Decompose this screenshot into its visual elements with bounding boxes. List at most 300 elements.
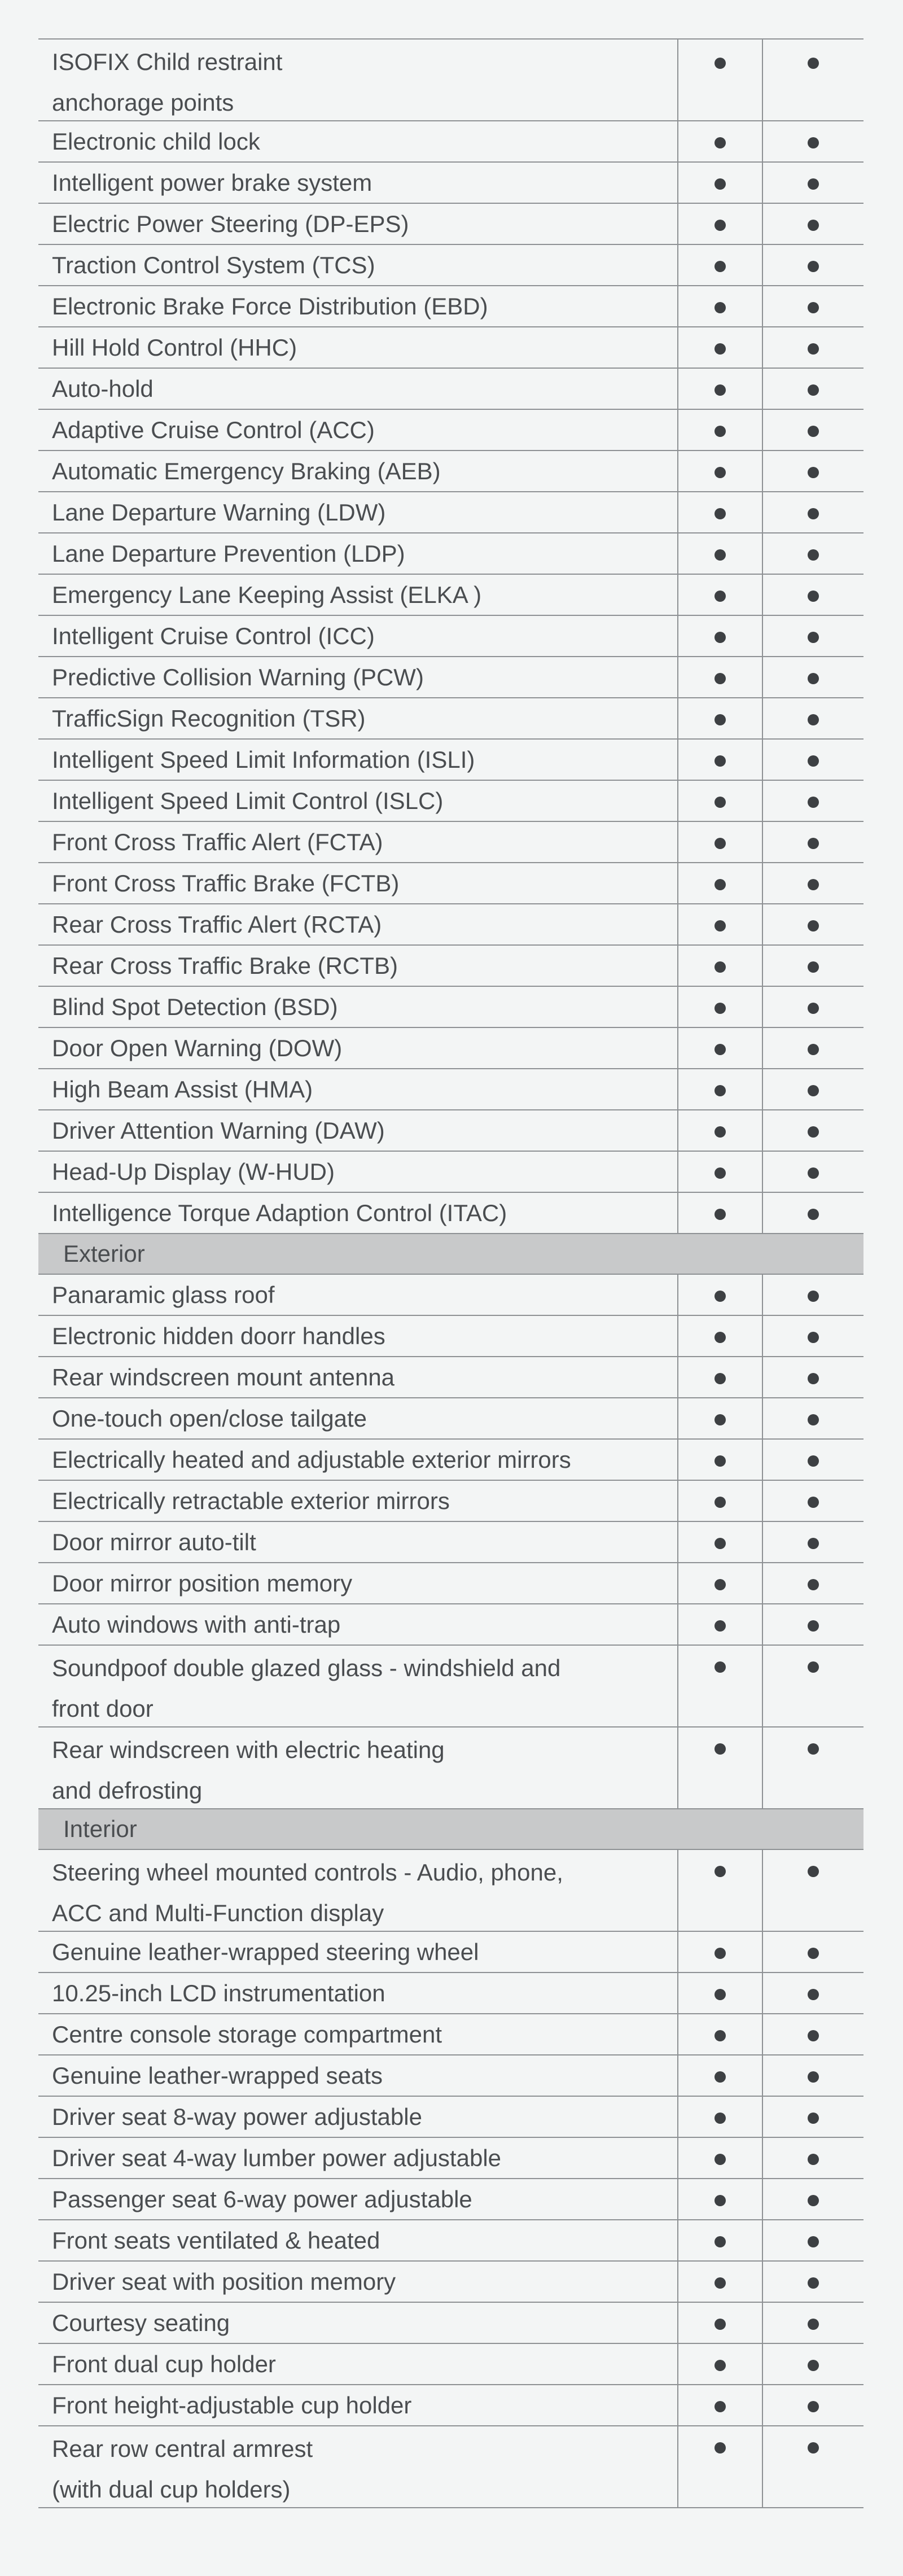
standard-dot-icon: [808, 549, 819, 561]
standard-dot-icon: [714, 2319, 726, 2330]
variant-2-cell: [762, 657, 863, 697]
variant-2-cell: [762, 492, 863, 532]
spec-row: [38, 492, 863, 533]
spec-label: Driver seat with position memory: [52, 2268, 396, 2295]
standard-dot-icon: [714, 1538, 726, 1549]
spec-label: Rear Cross Traffic Brake (RCTB): [52, 952, 398, 979]
standard-dot-icon: [808, 2277, 819, 2289]
section-header-exterior: [38, 1234, 863, 1275]
standard-dot-icon: [808, 220, 819, 231]
spec-label: Intelligent Speed Limit Information (ISLI): [52, 746, 475, 773]
standard-dot-icon: [808, 302, 819, 313]
variant-2-cell: [762, 2262, 863, 2302]
variant-1-cell: [677, 946, 762, 986]
spec-label: Intelligent Speed Limit Control (ISLC): [52, 788, 444, 814]
spec-label-line: ACC and Multi-Function display: [52, 1900, 384, 1926]
standard-dot-icon: [808, 1126, 819, 1138]
section-header-interior: [38, 1809, 863, 1850]
spec-label: Head-Up Display (W-HUD): [52, 1158, 335, 1185]
variant-1-cell: [677, 204, 762, 244]
variant-1-cell: [677, 1563, 762, 1603]
standard-dot-icon: [808, 343, 819, 355]
variant-2-cell: [762, 781, 863, 821]
variant-2-cell: [762, 327, 863, 368]
standard-dot-icon: [808, 673, 819, 684]
variant-2-cell: [762, 1522, 863, 1562]
spec-label-line: Rear windscreen with electric heating: [52, 1737, 445, 1763]
standard-dot-icon: [714, 2154, 726, 2165]
variant-2-cell: [762, 369, 863, 409]
standard-dot-icon: [714, 2236, 726, 2247]
standard-dot-icon: [714, 1332, 726, 1343]
spec-label: Emergency Lane Keeping Assist (ELKA ): [52, 581, 482, 608]
standard-dot-icon: [714, 632, 726, 643]
standard-dot-icon: [714, 1126, 726, 1138]
standard-dot-icon: [808, 2071, 819, 2083]
spec-label: Adaptive Cruise Control (ACC): [52, 417, 375, 443]
spec-label: Intelligent power brake system: [52, 169, 372, 196]
standard-dot-icon: [808, 508, 819, 519]
spec-row: [38, 2014, 863, 2055]
spec-label: Genuine leather-wrapped steering wheel: [52, 1939, 479, 1965]
variant-1-cell: [677, 1028, 762, 1068]
spec-row: [38, 616, 863, 657]
standard-dot-icon: [714, 343, 726, 355]
standard-dot-icon: [714, 1044, 726, 1055]
standard-dot-icon: [808, 714, 819, 725]
variant-1-cell: [677, 2179, 762, 2219]
variant-1-cell: [677, 2220, 762, 2260]
variant-1-cell: [677, 410, 762, 450]
standard-dot-icon: [808, 1497, 819, 1508]
spec-label-line: Steering wheel mounted controls - Audio, phone,: [52, 1859, 563, 1886]
variant-2-cell: [762, 863, 863, 903]
spec-row: [38, 1193, 863, 1234]
spec-row: [38, 1152, 863, 1193]
spec-row: [38, 533, 863, 575]
standard-dot-icon: [808, 58, 819, 69]
spec-row: [38, 987, 863, 1028]
section-title: Interior: [63, 1816, 137, 1842]
variant-1-cell: [677, 1727, 762, 1808]
standard-dot-icon: [714, 961, 726, 973]
standard-dot-icon: [808, 1209, 819, 1220]
variant-1-cell: [677, 327, 762, 368]
spec-row: [38, 1727, 863, 1809]
standard-dot-icon: [808, 1866, 819, 1877]
spec-label: 10.25-inch LCD instrumentation: [52, 1980, 385, 2006]
standard-dot-icon: [808, 1085, 819, 1096]
standard-dot-icon: [714, 1497, 726, 1508]
spec-row: [38, 1973, 863, 2014]
variant-1-cell: [677, 1646, 762, 1726]
variant-2-cell: [762, 698, 863, 738]
variant-1-cell: [677, 822, 762, 862]
variant-2-cell: [762, 1727, 863, 1808]
spec-table: [38, 38, 863, 2508]
standard-dot-icon: [714, 1414, 726, 1425]
spec-row: [38, 2179, 863, 2220]
variant-1-cell: [677, 2426, 762, 2507]
standard-dot-icon: [808, 2360, 819, 2371]
standard-dot-icon: [714, 1003, 726, 1014]
variant-1-cell: [677, 1316, 762, 1356]
variant-2-cell: [762, 2303, 863, 2343]
variant-1-cell: [677, 2014, 762, 2054]
spec-row: [38, 1357, 863, 1398]
spec-label: Front Cross Traffic Alert (FCTA): [52, 829, 383, 855]
standard-dot-icon: [714, 2030, 726, 2041]
spec-row: [38, 1028, 863, 1069]
spec-label: Door mirror position memory: [52, 1570, 353, 1597]
standard-dot-icon: [714, 1948, 726, 1959]
spec-label: Front Cross Traffic Brake (FCTB): [52, 870, 400, 896]
variant-2-cell: [762, 946, 863, 986]
spec-label-line: anchorage points: [52, 89, 234, 116]
spec-row: [38, 575, 863, 616]
standard-dot-icon: [714, 1373, 726, 1384]
variant-1-cell: [677, 2303, 762, 2343]
standard-dot-icon: [714, 426, 726, 437]
variant-2-cell: [762, 1357, 863, 1397]
variant-2-cell: [762, 2097, 863, 2137]
standard-dot-icon: [808, 261, 819, 272]
standard-dot-icon: [808, 1538, 819, 1549]
spec-label-line: (with dual cup holders): [52, 2476, 291, 2503]
standard-dot-icon: [808, 178, 819, 190]
variant-1-cell: [677, 1604, 762, 1645]
spec-row: [38, 946, 863, 987]
standard-dot-icon: [808, 755, 819, 767]
variant-1-cell: [677, 1193, 762, 1233]
variant-2-cell: [762, 616, 863, 656]
standard-dot-icon: [714, 2277, 726, 2289]
variant-1-cell: [677, 657, 762, 697]
spec-row: [38, 1316, 863, 1357]
spec-row: [38, 2303, 863, 2344]
spec-row: [38, 1563, 863, 1604]
spec-row: [38, 781, 863, 822]
section-title: Exterior: [63, 1240, 145, 1267]
variant-1-cell: [677, 121, 762, 161]
standard-dot-icon: [808, 2236, 819, 2247]
variant-1-cell: [677, 698, 762, 738]
standard-dot-icon: [808, 2401, 819, 2412]
standard-dot-icon: [714, 549, 726, 561]
variant-2-cell: [762, 987, 863, 1027]
spec-label: Auto-hold: [52, 375, 154, 402]
spec-label: Intelligence Torque Adaption Control (ITAC): [52, 1200, 507, 1226]
spec-row: [38, 1646, 863, 1727]
spec-row: [38, 698, 863, 740]
spec-row: [38, 121, 863, 163]
variant-2-cell: [762, 286, 863, 326]
spec-label: Front seats ventilated & heated: [52, 2227, 380, 2254]
variant-2-cell: [762, 1481, 863, 1521]
variant-1-cell: [677, 163, 762, 203]
standard-dot-icon: [714, 879, 726, 890]
spec-row: [38, 1850, 863, 1932]
standard-dot-icon: [808, 1167, 819, 1179]
standard-dot-icon: [714, 467, 726, 478]
spec-label: Genuine leather-wrapped seats: [52, 2062, 383, 2089]
spec-row: [38, 740, 863, 781]
spec-label: Electrically heated and adjustable exterior mirrors: [52, 1446, 571, 1473]
spec-row: [38, 863, 863, 904]
variant-2-cell: [762, 1563, 863, 1603]
standard-dot-icon: [714, 137, 726, 148]
spec-label: Electric Power Steering (DP-EPS): [52, 211, 409, 237]
spec-row: [38, 1275, 863, 1316]
variant-1-cell: [677, 1522, 762, 1562]
variant-1-cell: [677, 1440, 762, 1480]
spec-row: [38, 1604, 863, 1646]
standard-dot-icon: [714, 178, 726, 190]
spec-row: [38, 369, 863, 410]
variant-1-cell: [677, 286, 762, 326]
spec-row: [38, 1932, 863, 1973]
standard-dot-icon: [714, 220, 726, 231]
standard-dot-icon: [808, 1291, 819, 1302]
variant-2-cell: [762, 1110, 863, 1151]
variant-2-cell: [762, 1973, 863, 2013]
spec-row: [38, 1398, 863, 1440]
spec-label: Auto windows with anti-trap: [52, 1611, 341, 1638]
spec-label: Driver Attention Warning (DAW): [52, 1117, 385, 1144]
standard-dot-icon: [714, 302, 726, 313]
variant-2-cell: [762, 1193, 863, 1233]
spec-label: [38, 40, 677, 120]
spec-label: One-touch open/close tailgate: [52, 1405, 367, 1432]
spec-row: [38, 327, 863, 369]
spec-label: [38, 1850, 677, 1931]
variant-2-cell: [762, 2344, 863, 2384]
variant-2-cell: [762, 1275, 863, 1315]
standard-dot-icon: [714, 2195, 726, 2206]
variant-1-cell: [677, 1850, 762, 1931]
standard-dot-icon: [714, 797, 726, 808]
standard-dot-icon: [714, 1579, 726, 1590]
spec-label: Courtesy seating: [52, 2310, 230, 2336]
variant-2-cell: [762, 1440, 863, 1480]
spec-label: Driver seat 8-way power adjustable: [52, 2103, 422, 2130]
variant-2-cell: [762, 121, 863, 161]
standard-dot-icon: [714, 1085, 726, 1096]
standard-dot-icon: [714, 1661, 726, 1673]
spec-row: [38, 657, 863, 698]
standard-dot-icon: [714, 2401, 726, 2412]
standard-dot-icon: [808, 1620, 819, 1632]
standard-dot-icon: [808, 1044, 819, 1055]
standard-dot-icon: [714, 1620, 726, 1632]
variant-1-cell: [677, 781, 762, 821]
standard-dot-icon: [808, 961, 819, 973]
standard-dot-icon: [808, 1455, 819, 1467]
spec-label: Centre console storage compartment: [52, 2021, 442, 2048]
spec-row: [38, 204, 863, 245]
variant-1-cell: [677, 1481, 762, 1521]
standard-dot-icon: [808, 879, 819, 890]
spec-row: [38, 904, 863, 946]
variant-2-cell: [762, 575, 863, 615]
standard-dot-icon: [808, 1661, 819, 1673]
spec-label: Door mirror auto-tilt: [52, 1529, 256, 1555]
variant-2-cell: [762, 822, 863, 862]
variant-1-cell: [677, 1152, 762, 1192]
variant-2-cell: [762, 1069, 863, 1109]
spec-row: [38, 822, 863, 863]
variant-1-cell: [677, 616, 762, 656]
variant-1-cell: [677, 2385, 762, 2425]
spec-label: High Beam Assist (HMA): [52, 1076, 313, 1103]
variant-1-cell: [677, 1973, 762, 2013]
variant-2-cell: [762, 2426, 863, 2507]
variant-1-cell: [677, 740, 762, 780]
variant-2-cell: [762, 1152, 863, 1192]
spec-label-line: Soundpoof double glazed glass - windshield and: [52, 1655, 561, 1681]
spec-row: [38, 2220, 863, 2262]
variant-2-cell: [762, 2055, 863, 2096]
standard-dot-icon: [714, 1866, 726, 1877]
spec-label: Electrically retractable exterior mirrors: [52, 1488, 450, 1514]
spec-row: [38, 2385, 863, 2426]
standard-dot-icon: [808, 797, 819, 808]
standard-dot-icon: [714, 920, 726, 931]
spec-row: [38, 1481, 863, 1522]
standard-dot-icon: [808, 838, 819, 849]
spec-row: [38, 410, 863, 451]
standard-dot-icon: [714, 1455, 726, 1467]
spec-label: Lane Departure Prevention (LDP): [52, 540, 405, 567]
standard-dot-icon: [808, 591, 819, 602]
variant-2-cell: [762, 2179, 863, 2219]
variant-1-cell: [677, 2055, 762, 2096]
standard-dot-icon: [714, 1209, 726, 1220]
variant-2-cell: [762, 1932, 863, 1972]
spec-label: Electronic Brake Force Distribution (EBD): [52, 293, 488, 320]
variant-1-cell: [677, 1398, 762, 1438]
standard-dot-icon: [714, 714, 726, 725]
standard-dot-icon: [714, 261, 726, 272]
standard-dot-icon: [714, 1167, 726, 1179]
standard-dot-icon: [714, 2360, 726, 2371]
spec-label: Intelligent Cruise Control (ICC): [52, 623, 375, 649]
spec-row: [38, 2344, 863, 2385]
standard-dot-icon: [714, 755, 726, 767]
variant-2-cell: [762, 2014, 863, 2054]
spec-label: Front height-adjustable cup holder: [52, 2392, 412, 2418]
spec-row: [38, 2097, 863, 2138]
variant-2-cell: [762, 163, 863, 203]
spec-label-line: Rear row central armrest: [52, 2435, 313, 2462]
spec-label: Driver seat 4-way lumber power adjustable: [52, 2145, 502, 2171]
variant-2-cell: [762, 451, 863, 491]
spec-row: [38, 2262, 863, 2303]
standard-dot-icon: [808, 2154, 819, 2165]
standard-dot-icon: [808, 137, 819, 148]
spec-row: [38, 451, 863, 492]
spec-label: TrafficSign Recognition (TSR): [52, 705, 366, 732]
standard-dot-icon: [808, 920, 819, 931]
spec-label: Predictive Collision Warning (PCW): [52, 664, 424, 690]
variant-1-cell: [677, 575, 762, 615]
standard-dot-icon: [808, 1332, 819, 1343]
variant-1-cell: [677, 369, 762, 409]
spec-label: Panaramic glass roof: [52, 1282, 275, 1308]
standard-dot-icon: [714, 2442, 726, 2453]
standard-dot-icon: [714, 58, 726, 69]
standard-dot-icon: [808, 2319, 819, 2330]
variant-2-cell: [762, 245, 863, 285]
standard-dot-icon: [714, 673, 726, 684]
variant-1-cell: [677, 2344, 762, 2384]
standard-dot-icon: [808, 1743, 819, 1755]
variant-1-cell: [677, 863, 762, 903]
standard-dot-icon: [714, 1743, 726, 1755]
standard-dot-icon: [808, 2030, 819, 2041]
standard-dot-icon: [808, 2113, 819, 2124]
spec-label: [38, 1727, 677, 1808]
spec-label: Traction Control System (TCS): [52, 252, 375, 278]
variant-2-cell: [762, 2220, 863, 2260]
standard-dot-icon: [714, 2071, 726, 2083]
spec-label: [38, 1646, 677, 1726]
spec-label: Rear Cross Traffic Alert (RCTA): [52, 911, 382, 938]
spec-row: [38, 245, 863, 286]
spec-label-line: ISOFIX Child restraint: [52, 49, 283, 75]
spec-label-line: and defrosting: [52, 1777, 203, 1804]
variant-1-cell: [677, 1110, 762, 1151]
variant-2-cell: [762, 1646, 863, 1726]
standard-dot-icon: [714, 1291, 726, 1302]
spec-row: [38, 286, 863, 327]
variant-1-cell: [677, 451, 762, 491]
variant-1-cell: [677, 40, 762, 120]
standard-dot-icon: [714, 2113, 726, 2124]
variant-1-cell: [677, 1932, 762, 1972]
spec-row: [38, 1110, 863, 1152]
spec-row: [38, 1440, 863, 1481]
variant-2-cell: [762, 40, 863, 120]
standard-dot-icon: [808, 384, 819, 396]
spec-label: Electronic child lock: [52, 128, 260, 155]
spec-row: [38, 40, 863, 121]
variant-1-cell: [677, 1069, 762, 1109]
variant-2-cell: [762, 740, 863, 780]
spec-row: [38, 163, 863, 204]
spec-row: [38, 1069, 863, 1110]
standard-dot-icon: [714, 1989, 726, 2000]
variant-2-cell: [762, 1398, 863, 1438]
standard-dot-icon: [714, 384, 726, 396]
standard-dot-icon: [808, 1579, 819, 1590]
standard-dot-icon: [808, 1948, 819, 1959]
variant-1-cell: [677, 2262, 762, 2302]
standard-dot-icon: [808, 1414, 819, 1425]
variant-1-cell: [677, 1357, 762, 1397]
variant-1-cell: [677, 2138, 762, 2178]
variant-2-cell: [762, 204, 863, 244]
variant-2-cell: [762, 1604, 863, 1645]
standard-dot-icon: [808, 2442, 819, 2453]
variant-1-cell: [677, 492, 762, 532]
spec-label: Lane Departure Warning (LDW): [52, 499, 386, 526]
variant-1-cell: [677, 2097, 762, 2137]
spec-row: [38, 2138, 863, 2179]
spec-label-line: front door: [52, 1695, 154, 1722]
spec-row: [38, 2055, 863, 2097]
spec-label: Hill Hold Control (HHC): [52, 334, 297, 361]
